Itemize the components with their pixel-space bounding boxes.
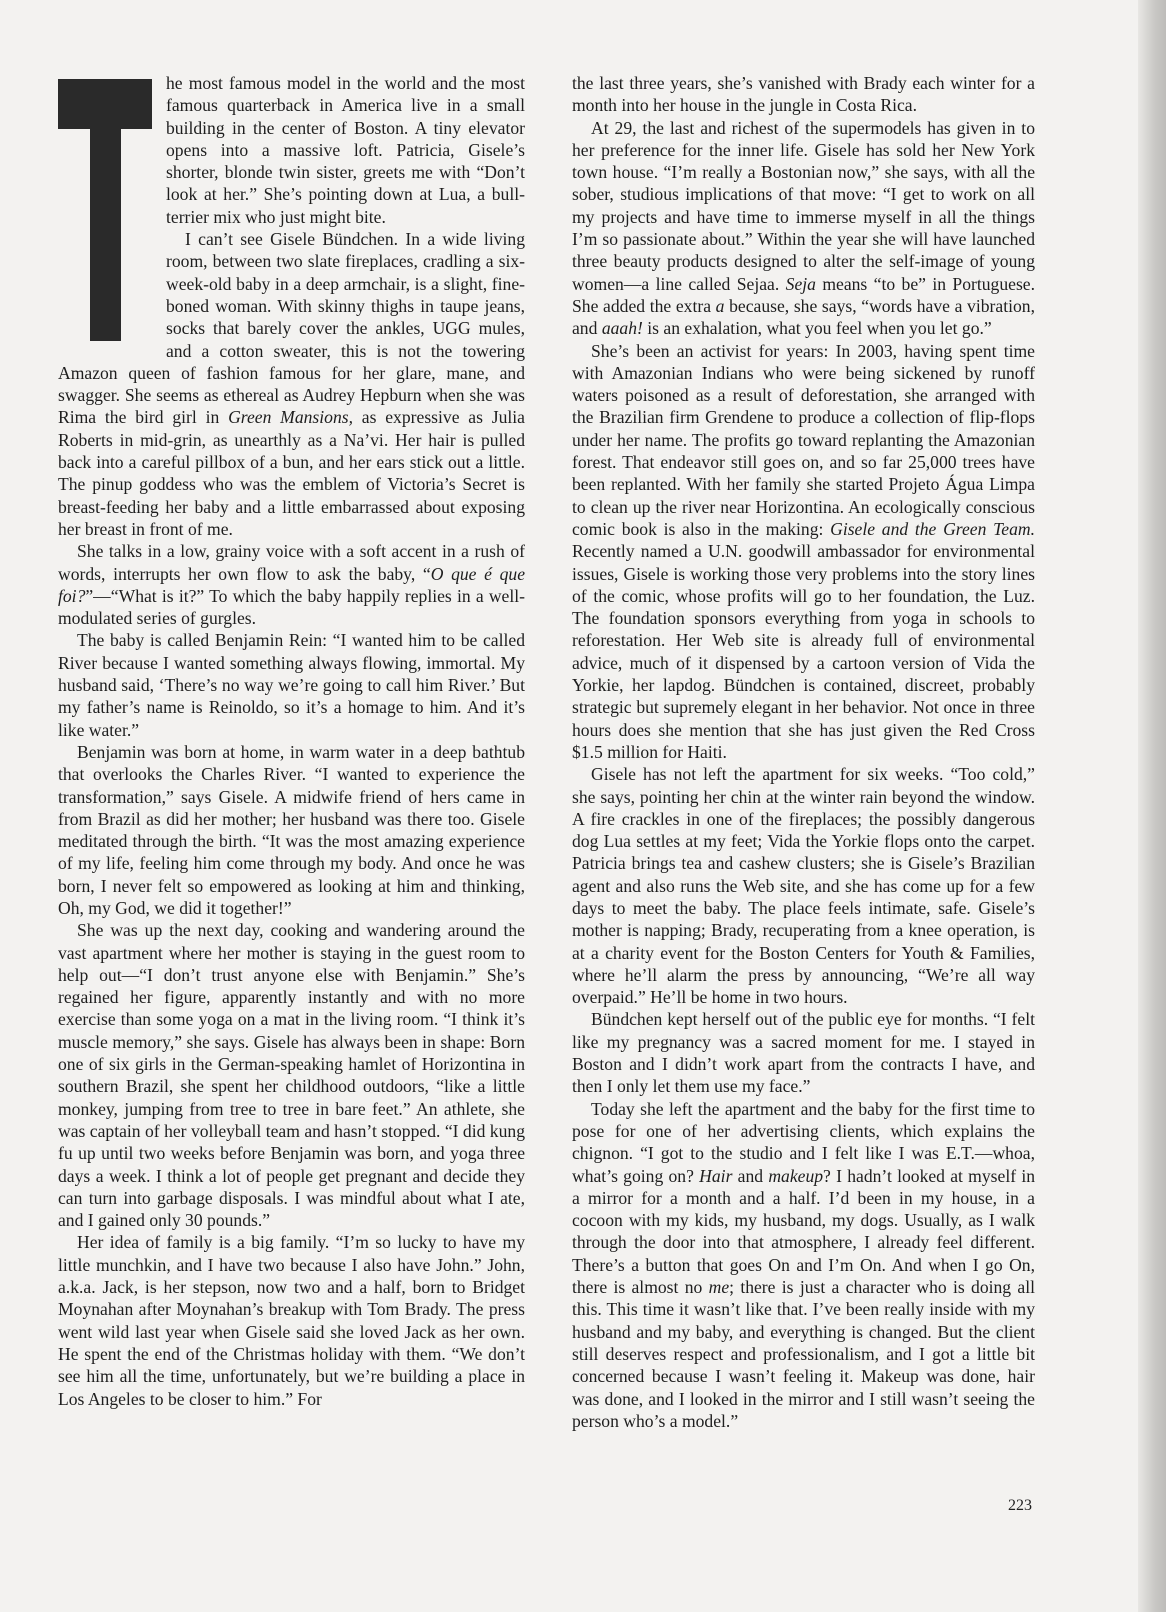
paragraph-2: I can’t see Gisele Bündchen. In a wide living room, between two slate fireplaces, cradling a six-week-old baby in a deep armchair, is a slight, fine-boned woman. With skinny thighs in taupe jeans, socks that barely cover the ankles, UGG mules, and a cotton sweater, this is not the towering Amazon queen of fashion famous for her glare, mane, and swagger. She seems as ethereal as Audrey Hepburn when she was Rima the bird girl in Green Mansions, as expressive as Julia Roberts in mid-grin, as unearthly as a Na’vi. Her hair is pulled back into a careful pillbox of a bun, and her ears stick out a little. The pinup goddess who was the emblem of Victoria’s Secret is breast-feeding her baby and a little embarrassed about exposing her breast in front of me.: [58, 229, 525, 539]
paragraph-6: She was up the next day, cooking and wandering around the vast apartment where her mother is staying in the guest room to help out—“I don’t trust anyone else with Benjamin.” She’s regained her figure, apparently instantly and with no more exercise than some yoga on a mat in the living room. “I think it’s muscle memory,” she says. Gisele has always been in shape: Born one of six girls in the German-speaking hamlet of Horizontina in southern Brazil, she spent her childhood outdoors, “like a little monkey, jumping from tree to tree in bare feet.” An athlete, she was captain of her volleyball team and hasn’t stopped. “I did kung fu up until two weeks before Benjamin was born, and yoga three days a week. I think a lot of people get pregnant and decide they can turn into garbage disposals. I was mindful about what I ate, and I gained only 30 pounds.”: [58, 920, 525, 1231]
paragraph-7: Her idea of family is a big family. “I’m so lucky to have my little munchkin, and I have two because I also have John.” John, a.k.a. Jack, is her stepson, now two and a half, born to Bridget Moynahan after Moynahan’s breakup with Tom Brady. The press went wild last year when Gisele said she loved Jack as her own. He spent the end of the Christmas holiday with them. “We don’t see him all the time, unfortunately, but we’re building a place in Los Angeles to be closer to him.” For: [58, 1232, 525, 1409]
page-gutter-shadow: [1138, 0, 1166, 1612]
article-column-right: [572, 72, 1035, 1432]
paragraph-5: Benjamin was born at home, in warm water in a deep bathtub that overlooks the Charles River. “I wanted to experience the transformation,” says Gisele. A midwife friend of hers came in from Brazil as did her mother; her husband was there too. Gisele meditated through the birth. “It was the most amazing experience of my life, feeling him come through my body. And once he was born, I never felt so empowered as looking at him and thinking, Oh, my God, we did it together!”: [58, 741, 525, 918]
paragraph-13: Today she left the apartment and the baby for the first time to pose for one of her advertising clients, which explains the chignon. “I got to the studio and I felt like I was E.T.—whoa, what’s going on? Hair and makeup? I hadn’t looked at myself in a mirror for a month and a half. I’d been in my house, in a cocoon with my kids, my husband, my dogs. Usually, as I walk through the door into that atmosphere, I already feel different. There’s a button that goes On and I’m On. And when I go On, there is almost no me; there is just a character who is doing all this. This time it wasn’t like that. I’ve been really inside with my husband and my baby, and everything is changed. But the client still deserves respect and professionalism, and I got a little bit concerned because I wasn’t feeling it. Makeup was done, hair was done, and I looked in the mirror and I still wasn’t seeing the person who’s a model.”: [572, 1098, 1035, 1431]
drop-cap: [58, 79, 152, 341]
paragraph-12: Bündchen kept herself out of the public eye for months. “I felt like my pregnancy was a sacred moment for me. I stayed in Boston and I didn’t work apart from the contracts I have, and then I only let them use my face.”: [572, 1009, 1035, 1097]
paragraph-11: Gisele has not left the apartment for six weeks. “Too cold,” she says, pointing her chin at the winter rain beyond the window. A fire crackles in one of the fireplaces; the possibly dangerous dog Lua settles at my feet; Vida the Yorkie flops onto the carpet. Patricia brings tea and cashew clusters; she is Gisele’s Brazilian agent and also runs the Web site, and she has come up for a few days to meet the baby. The place feels intimate, safe. Gisele’s mother is napping; Brady, recuperating from a knee operation, is at a charity event for the Boston Centers for Youth & Families, where he’ll alarm the press by announcing, “We’re all way overpaid.” He’ll be home in two hours.: [572, 764, 1035, 1008]
paragraph-4: The baby is called Benjamin Rein: “I wanted him to be called River because I wanted something always flowing, immortal. My husband said, ‘There’s no way we’re going to call him River.’ But my father’s name is Reinoldo, so it’s a homage to him. And it’s like water.”: [58, 630, 525, 740]
paragraph-3: She talks in a low, grainy voice with a soft accent in a rush of words, interrupts her own flow to ask the baby, “O que é que foi?”—“What is it?” To which the baby happily replies in a well-modulated series of gurgles.: [58, 541, 526, 629]
paragraph-8: the last three years, she’s vanished with Brady each winter for a month into her house in the jungle in Costa Rica.: [572, 73, 1035, 116]
paragraph-1: he most famous model in the world and the most famous quarterback in America live in a small building in the center of Boston. A tiny elevator opens into a massive loft. Patricia, Gisele’s shorter, blonde twin sister, greets me with “Don’t look at her.” She’s pointing down at Lua, a bull-terrier mix who just might bite.: [166, 73, 525, 227]
page-number: 223: [1008, 1497, 1032, 1514]
article-column-left: [58, 72, 525, 1410]
paragraph-9: At 29, the last and richest of the supermodels has given in to her preference for the inner life. Gisele has sold her New York town house. “I’m really a Bostonian now,” she says, with all the sober, studious implications of that move: “I get to work on all my projects and have time to immerse myself in all the things I’m so passionate about.” Within the year she will have launched three beauty products designed to alter the self-image of young women—a line called Sejaa. Seja means “to be” in Portuguese. She added the extra a because, she says, “words have a vibration, and aaah! is an exhalation, what you feel when you let go.”: [572, 117, 1036, 339]
paragraph-10: She’s been an activist for years: In 2003, having spent time with Amazonian Indians who were being sickened by runoff waters poisoned as a result of deforestation, she arranged with the Brazilian firm Grendene to produce a collection of flip-flops under her name. The profits go toward replanting the Amazonian forest. That endeavor still goes on, and so far 25,000 trees have been replanted. With her family she started Projeto Água Limpa to clean up the river near Horizontina. An ecologically conscious comic book is also in the making: Gisele and the Green Team. Recently named a U.N. goodwill ambassador for environmental issues, Gisele is working those very problems into the story lines of the comic, whose profits will go to her foundation, the Luz. The foundation sponsors everything from yoga in schools to reforestation. Her Web site is already full of environmental advice, much of it dispensed by a cartoon version of Vida the Yorkie, her lapdog. Bündchen is contained, discreet, probably strategic but supremely elegant in her behavior. Not once in three hours does she mention that she has just given the Red Cross $1.5 million for Haiti.: [572, 340, 1035, 762]
